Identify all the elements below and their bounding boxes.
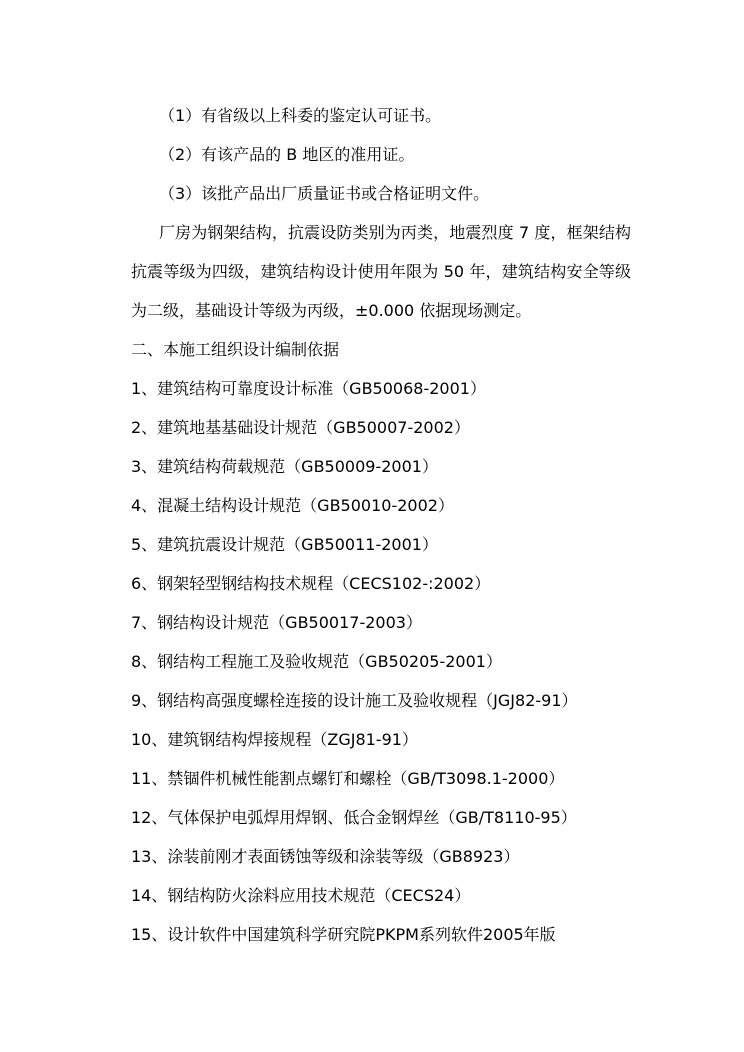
reference-item: 5、建筑抗震设计规范（GB50011-2001） [131,535,438,554]
reference-item: 9、钢结构高强度螺栓连接的设计施工及验收规程（JGJ82-91） [131,691,578,710]
reference-item: 1、建筑结构可靠度设计标准（GB50068-2001） [131,379,486,398]
reference-item: 3、建筑结构荷载规范（GB50009-2001） [131,457,438,476]
references-list [131,369,631,954]
reference-item: 2、建筑地基基础设计规范（GB50007-2002） [131,418,470,437]
condition-item: （1）有省级以上科委的鉴定认可证书。 [159,106,442,125]
reference-item: 12、气体保护电弧焊用焊钢、低合金钢焊丝（GB/T8110-95） [131,808,577,827]
section-heading: 二、本施工组织设计编制依据 [131,340,340,359]
conditions-list [131,96,631,213]
reference-item: 14、钢结构防火涂料应用技术规范（CECS24） [131,886,471,905]
reference-item: 8、钢结构工程施工及验收规范（GB50205-2001） [131,652,502,671]
reference-item: 4、混凝土结构设计规范（GB50010-2002） [131,496,454,515]
structure-paragraph: 厂房为钢架结构，抗震设防类别为丙类，地震烈度 7 度，框架结构抗震等级为四级，建筑结构设计使用年限为 50 年，建筑结构安全等级为二级，基础设计等级为丙级，±0.000 依据现场测定。 [131,223,631,320]
document-body [131,96,631,954]
reference-item: 13、涂装前刚才表面锈蚀等级和涂装等级（GB8923） [131,847,520,866]
reference-item: 10、建筑钢结构焊接规程（ZGJ81-91） [131,730,418,749]
condition-item: （3）该批产品出厂质量证书或合格证明文件。 [159,184,490,203]
condition-item: （2）有该产品的 B 地区的准用证。 [159,145,415,164]
reference-item: 11、禁锢件机械性能割点螺钉和螺栓（GB/T3098.1-2000） [131,769,565,788]
reference-item: 7、钢结构设计规范（GB50017-2003） [131,613,422,632]
reference-item: 6、钢架轻型钢结构技术规程（CECS102-:2002） [131,574,491,593]
reference-item: 15、设计软件中国建筑科学研究院PKPM系列软件2005年版 [131,925,556,944]
